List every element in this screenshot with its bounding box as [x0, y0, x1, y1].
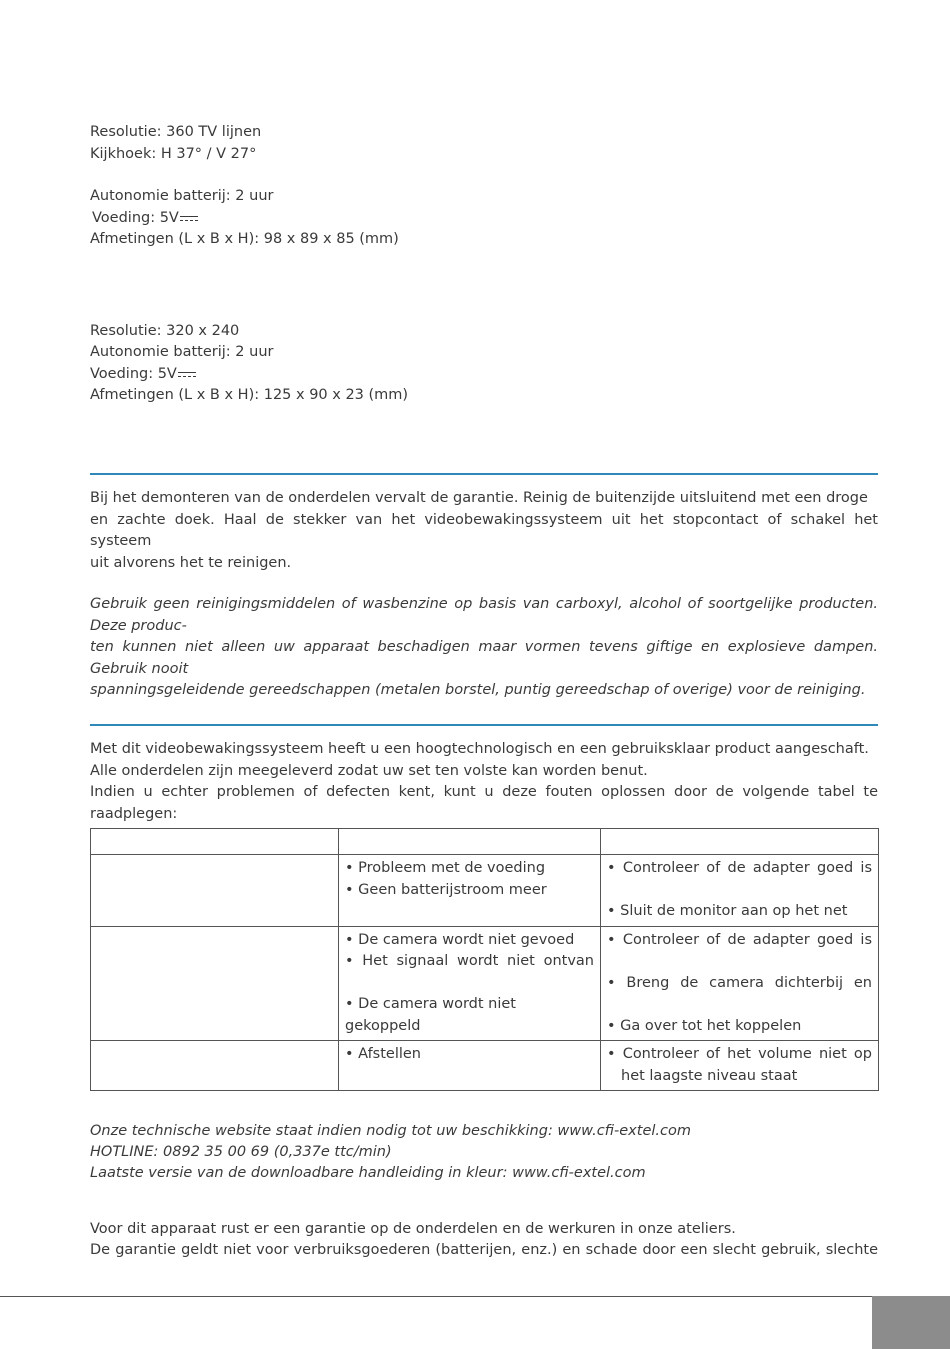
warning-line: ten kunnen niet alleen uw apparaat beschadigen maar vormen tevens giftige en explosieve dampen. Gebruik nooit [90, 639, 878, 677]
warning-line: spanningsgeleidende gereedschappen (metalen borstel, puntig gereedschap of overige) voor de reiniging. [90, 682, 866, 698]
solution-cell [601, 1041, 879, 1091]
warning-line: Gebruik geen reinigingsmiddelen of wasbenzine op basis van carboxyl, alcohol of soortgelijke producten. Deze produc- [90, 596, 878, 634]
table-row [91, 855, 879, 927]
cause-cell [339, 1041, 601, 1091]
maintenance-paragraph [90, 488, 878, 574]
cause-cell [339, 855, 601, 927]
dc-symbol-icon [180, 213, 198, 223]
solution-cell [601, 855, 879, 927]
camera-resolution: Resolutie: 360 TV lijnen [90, 124, 262, 140]
problem-cell [91, 926, 339, 1041]
header-cell-solution [601, 829, 879, 855]
problem-cell [91, 855, 339, 927]
table-row [91, 926, 879, 1041]
warranty-line: De garantie geldt niet voor verbruiksgoederen (batterijen, enz.) en schade door een slecht gebruik, slechte [90, 1242, 878, 1258]
troubleshooting-intro [90, 739, 878, 825]
monitor-power-text: Voeding: 5V [90, 366, 177, 382]
maintenance-line: Bij het demonteren van de onderdelen vervalt de garantie. Reinig de buitenzijde uitsluitend met een droge [90, 490, 868, 506]
cause-item: • Het signaal wordt niet ontvan [345, 953, 594, 969]
solution-item: • Controleer of het volume niet op [607, 1046, 872, 1062]
cause-item: • Afstellen [345, 1046, 421, 1062]
camera-dimensions: Afmetingen (L x B x H): 98 x 89 x 85 (mm) [90, 231, 399, 247]
solution-item: het laagste niveau staat [621, 1067, 798, 1084]
maintenance-line: en zachte doek. Haal de stekker van het videobewakingssysteem uit het stopcontact of schakel het systeem [90, 511, 878, 549]
header-cell-problem [91, 829, 339, 855]
table-row [91, 1041, 879, 1091]
section-divider [90, 724, 878, 726]
solution-item: • Controleer of de adapter goed is [607, 931, 872, 948]
solution-item: • Sluit de monitor aan op het net [607, 903, 848, 919]
solution-item: • Breng de camera dichterbij en [607, 974, 872, 991]
solution-cell [601, 926, 879, 1041]
support-website: Onze technische website staat indien nodig tot uw beschikking: www.cfi-extel.com [90, 1123, 691, 1139]
solution-item: • Controleer of de adapter goed is [607, 860, 872, 876]
warranty-line: Voor dit apparaat rust er een garantie op de onderdelen en de werkuren in onze ateliers. [90, 1221, 736, 1237]
maintenance-warning [90, 594, 878, 702]
solution-item: • Ga over tot het koppelen [607, 1017, 802, 1034]
monitor-power [90, 364, 196, 385]
table-header-row [91, 829, 879, 855]
support-manual: Laatste versie van de downloadbare handleiding in kleur: www.cfi-extel.com [90, 1165, 646, 1181]
cause-item: • Geen batterijstroom meer [345, 881, 547, 898]
cause-item: • De camera wordt niet gekoppeld [345, 996, 516, 1034]
monitor-dimensions: Afmetingen (L x B x H): 125 x 90 x 23 (mm) [90, 387, 409, 403]
warranty-paragraph [90, 1240, 878, 1262]
cause-item: • Probleem met de voeding [345, 860, 546, 876]
dc-symbol-icon [178, 369, 196, 379]
support-hotline: HOTLINE: 0892 35 00 69 (0,337e ttc/min) [90, 1144, 392, 1160]
maintenance-line: uit alvorens het te reinigen. [90, 554, 292, 571]
camera-power-text: Voeding: 5V [92, 210, 179, 226]
cause-cell [339, 926, 601, 1041]
camera-viewing-angle: Kijkhoek: H 37° / V 27° [90, 146, 257, 162]
monitor-resolution: Resolutie: 320 x 240 [90, 323, 240, 339]
page-number-tab [872, 1296, 950, 1349]
intro-line: Indien u echter problemen of defecten kent, kunt u deze fouten oplossen door de volgende tabel te raadplegen: [90, 784, 878, 822]
problem-cell [91, 1041, 339, 1091]
monitor-battery-life: Autonomie batterij: 2 uur [90, 344, 274, 360]
camera-battery-life: Autonomie batterij: 2 uur [90, 188, 274, 204]
troubleshooting-table [90, 828, 879, 1091]
header-cell-cause [339, 829, 601, 855]
footer-rule [0, 1296, 872, 1297]
intro-line: Alle onderdelen zijn meegeleverd zodat uw set ten volste kan worden benut. [90, 762, 648, 779]
cause-item: • De camera wordt niet gevoed [345, 931, 575, 948]
intro-line: Met dit videobewakingssysteem heeft u een hoogtechnologisch en een gebruiksklaar product aangeschaft. [90, 741, 869, 757]
section-divider [90, 473, 878, 475]
camera-power [92, 208, 198, 229]
